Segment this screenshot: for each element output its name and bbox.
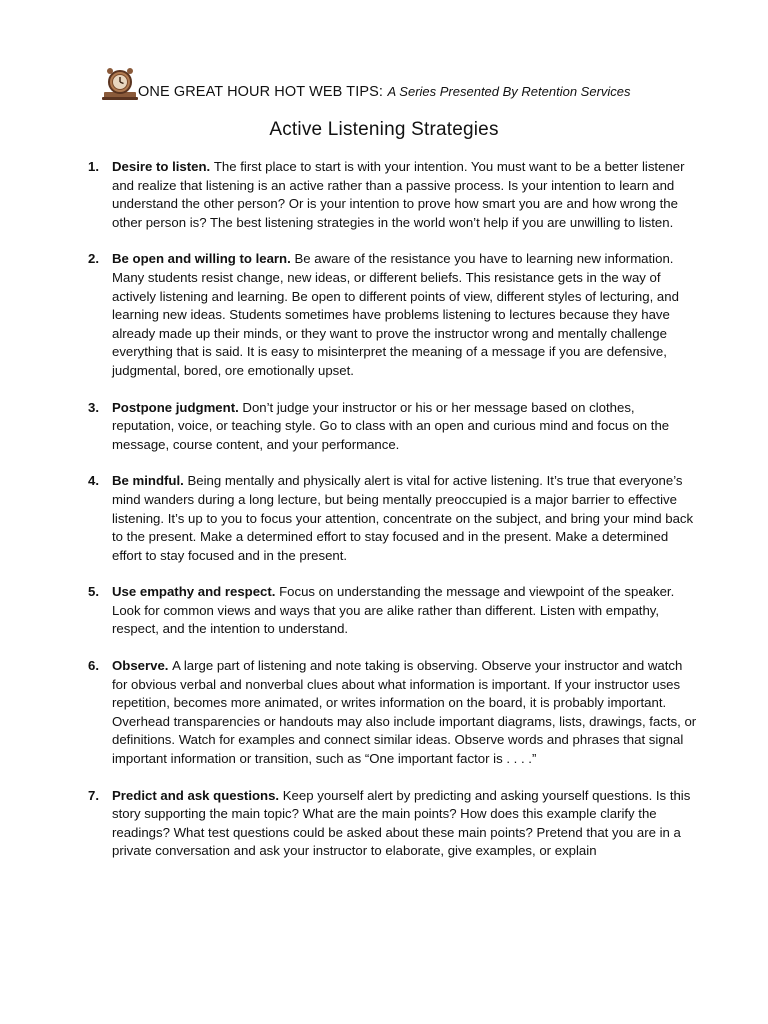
list-item xyxy=(88,158,700,232)
item-text: Focus on understanding the message and viewpoint of the speaker. Look for common views and ways that you are alike rather than different. Listen with empathy, respect, and the intention to understand. xyxy=(112,584,675,637)
list-item xyxy=(88,250,700,380)
series-title-line xyxy=(138,83,631,101)
list-item xyxy=(88,472,700,565)
item-heading: Postpone judgment. xyxy=(112,399,243,415)
item-heading: Be open and willing to learn. xyxy=(112,251,295,267)
item-number: 6. xyxy=(88,658,99,674)
item-text: Don’t judge your instructor or his or her message based on clothes, reputation, voice, or teaching style. Go to class with an open and curious mind and focus on the message, course content, and your performance. xyxy=(112,399,670,452)
list-item xyxy=(88,399,700,455)
item-heading: Desire to listen. xyxy=(112,159,214,174)
clock-icon xyxy=(100,66,140,102)
item-text: Keep yourself alert by predicting and asking yourself questions. Is this story supporting the main topic? What are the main points? How does this example clarify the readings? What test questions could be asked about these main points? Pretend that you are in a private conversation and ask your instructor to elaborate, give examples, or explain xyxy=(112,787,691,859)
item-heading: Predict and ask questions. xyxy=(112,787,283,803)
series-header xyxy=(100,66,700,106)
item-number: 4. xyxy=(88,473,99,489)
item-number: 2. xyxy=(88,251,99,267)
list-item xyxy=(88,583,700,639)
strategy-list xyxy=(88,158,700,879)
page-title: Active Listening Strategies xyxy=(269,119,499,140)
item-heading: Use empathy and respect. xyxy=(112,584,280,600)
series-subtitle: A Series Presented By Retention Services xyxy=(387,84,631,99)
item-heading: Be mindful. xyxy=(112,473,188,489)
item-text: A large part of listening and note taking is observing. Observe your instructor and watch for obvious verbal and nonverbal clues about what information is important. If your instructor uses repetition, becomes more animated, or writes information on the board, it is probably important. Overhead transparencies or handouts may also include important diagrams, lists, drawings, facts, or definitions. Watch for examples and connect similar ideas. Observe words and phrases that signal important information or transition, such as “One important factor is . . . .” xyxy=(112,658,697,767)
list-item xyxy=(88,787,700,861)
series-title: ONE GREAT HOUR HOT WEB TIPS: xyxy=(138,84,384,100)
item-number: 5. xyxy=(88,584,99,600)
item-number: 3. xyxy=(88,399,99,415)
item-number: 7. xyxy=(88,787,99,803)
item-number: 1. xyxy=(88,159,99,174)
item-text: Be aware of the resistance you have to learning new information. Many students resist change, new ideas, or different beliefs. This resistance gets in the way of actively listening and learning. Be open to different points of view, different styles of lecturing, and learning new ideas. Students sometimes have problems listening to lectures because they have already made up their minds, or they want to prove the instructor wrong and mentally challenge everything that is said. It is easy to misinterpret the meaning of a message if you are defensive, judgmental, bored, ore emotionally upset. xyxy=(112,251,679,378)
item-text: Being mentally and physically alert is vital for active listening. It’s true that everyone’s mind wanders during a long lecture, but being mentally preoccupied is a major barrier to effective listening. It’s up to you to focus your attention, concentrate on the subject, and bring your mind back to the present. Make a determined effort to stay focused and in the present. Make a determined effort to stay focused and in the present. xyxy=(112,473,694,563)
item-heading: Observe. xyxy=(112,658,173,674)
list-item xyxy=(88,657,700,769)
item-text: The first place to start is with your intention. You must want to be a better listener and realize that listening is an active rather than a passive process. Is your intention to learn and understand the other person? Or is your intention to prove how smart you are and how wrong the other person is? The best listening strategies in the world won’t help if you are unwilling to listen. xyxy=(112,159,685,230)
